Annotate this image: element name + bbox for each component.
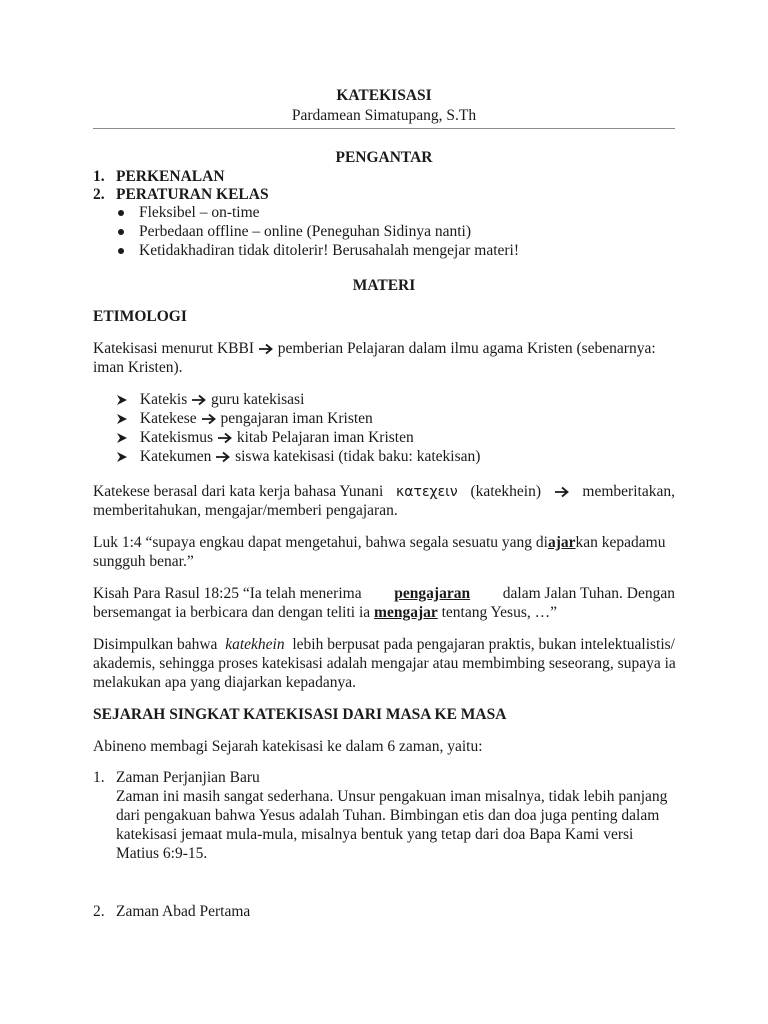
greek-word: κατεχειν: [396, 484, 458, 500]
zaman-text-line: dari pengakuan bahwa Yesus adalah Tuhan. Bimbingan etis dan doa juga penting dalam: [116, 807, 660, 824]
katekese-text: Katekese berasal dari kata kerja bahasa Yunani: [93, 483, 384, 500]
emphasis-katekhein: katekhein: [225, 636, 285, 653]
kisah-paragraph-line2: [93, 603, 557, 623]
term-item: [116, 428, 414, 448]
sejarah-heading: SEJARAH SINGKAT KATEKISASI DARI MASA KE MASA: [93, 706, 507, 723]
term-item: [116, 409, 373, 429]
arrow-right-icon: [217, 432, 233, 444]
luk-paragraph-line1: [93, 533, 675, 553]
katekese-paragraph-line1: [93, 482, 675, 502]
list-number: 1.: [93, 168, 105, 185]
bullet-icon: [118, 229, 124, 235]
disimpulkan-paragraph-line2: akademis, sehingga proses katekisasi adalah mengajar atau membimbing seseorang, supaya ia: [93, 655, 676, 672]
term-label: Katekis: [139, 391, 188, 408]
list-number: 2.: [93, 903, 105, 920]
kbbi-paragraph-line2: iman Kristen).: [93, 359, 183, 376]
materi-heading: MATERI: [352, 277, 416, 294]
luk-text: Luk 1:4 “supaya engkau dapat mengetahui, bahwa segala sesuatu yang di: [93, 534, 548, 551]
term-meaning: siswa katekisasi (tidak baku: katekisan): [235, 448, 481, 465]
kbbi-definition: pemberian Pelajaran dalam ilmu agama Kristen (sebenarnya:: [277, 340, 656, 357]
rule-item: Perbedaan offline – online (Peneguhan Sidinya nanti): [139, 223, 472, 240]
kisah-text-end: dalam Jalan Tuhan. Dengan: [502, 585, 675, 602]
kisah-text-end: tentang Yesus, …”: [441, 604, 557, 621]
arrow-right-icon: [191, 394, 207, 406]
arrow-right-icon: [554, 486, 570, 498]
arrow-right-icon: [258, 343, 274, 355]
term-meaning: pengajaran iman Kristen: [220, 410, 373, 427]
document-title: KATEKISASI: [336, 87, 432, 104]
kisah-text: Kisah Para Rasul 18:25 “Ia telah menerima: [93, 585, 362, 602]
pengantar-item-perkenalan: PERKENALAN: [116, 168, 225, 185]
disimpulkan-text-end: lebih berpusat pada pengajaran praktis, bukan intelektualistis/: [292, 636, 675, 653]
arrowhead-bullet-icon: [116, 394, 128, 406]
disimpulkan-paragraph-line1: [93, 635, 675, 655]
term-label: Katekumen: [139, 448, 212, 465]
bullet-icon: [118, 248, 124, 254]
pengantar-heading: PENGANTAR: [335, 149, 433, 166]
kbbi-paragraph-line1: [93, 339, 656, 359]
emphasis-pengajaran: pengajaran: [394, 585, 471, 602]
term-meaning: guru katekisasi: [210, 391, 305, 408]
term-label: Katekismus: [139, 429, 214, 446]
term-item: [116, 447, 480, 467]
term-meaning: kitab Pelajaran iman Kristen: [236, 429, 414, 446]
disimpulkan-paragraph-line3: melakukan apa yang diajarkan kepadanya.: [93, 674, 356, 691]
term-item: [116, 390, 304, 410]
kisah-text: bersemangat ia berbicara dan dengan teliti ia: [93, 604, 371, 621]
etimologi-heading: ETIMOLOGI: [93, 308, 187, 325]
arrow-right-icon: [201, 413, 217, 425]
katekese-transliteration: (katekhein): [470, 483, 542, 500]
zaman-text-line: Zaman ini masih sangat sederhana. Unsur pengakuan iman misalnya, tidak lebih panjang: [116, 788, 668, 805]
bullet-icon: [118, 210, 124, 216]
zaman-title: Zaman Perjanjian Baru: [116, 769, 260, 786]
emphasis-ajar: ajar: [547, 534, 576, 551]
emphasis-mengajar: mengajar: [374, 604, 438, 621]
katekese-meaning: memberitakan,: [582, 483, 675, 500]
zaman-title: Zaman Abad Pertama: [116, 903, 251, 920]
abineno-paragraph: Abineno membagi Sejarah katekisasi ke dalam 6 zaman, yaitu:: [93, 738, 483, 755]
luk-quote: [93, 533, 665, 553]
arrow-right-icon: [215, 451, 231, 463]
arrowhead-bullet-icon: [116, 432, 128, 444]
document-author: Pardamean Simatupang, S.Th: [291, 107, 477, 124]
pengantar-item-peraturan: PERATURAN KELAS: [116, 186, 269, 203]
kbbi-text: Katekisasi menurut KBBI: [93, 340, 255, 357]
arrowhead-bullet-icon: [116, 413, 128, 425]
zaman-text-line: katekisasi jemaat mula-mula, misalnya bentuk yang tetap dari doa Bapa Kami versi: [116, 826, 634, 843]
disimpulkan-text: Disimpulkan bahwa: [93, 636, 218, 653]
header-divider: [93, 128, 675, 129]
list-number: 2.: [93, 186, 105, 203]
zaman-text-line: Matius 6:9-15.: [116, 845, 208, 862]
arrowhead-bullet-icon: [116, 451, 128, 463]
luk-text-end: kan kepadamu: [575, 534, 666, 551]
rule-item: Ketidakhadiran tidak ditolerir! Berusahalah mengejar materi!: [139, 242, 520, 259]
katekese-paragraph-line2: memberitahukan, mengajar/memberi pengajaran.: [93, 502, 398, 519]
rule-item: Fleksibel – on-time: [139, 204, 260, 221]
kisah-paragraph-line1: [93, 584, 675, 604]
list-number: 1.: [93, 769, 105, 786]
term-label: Katekese: [139, 410, 197, 427]
luk-paragraph-line2: sungguh benar.”: [93, 553, 194, 570]
